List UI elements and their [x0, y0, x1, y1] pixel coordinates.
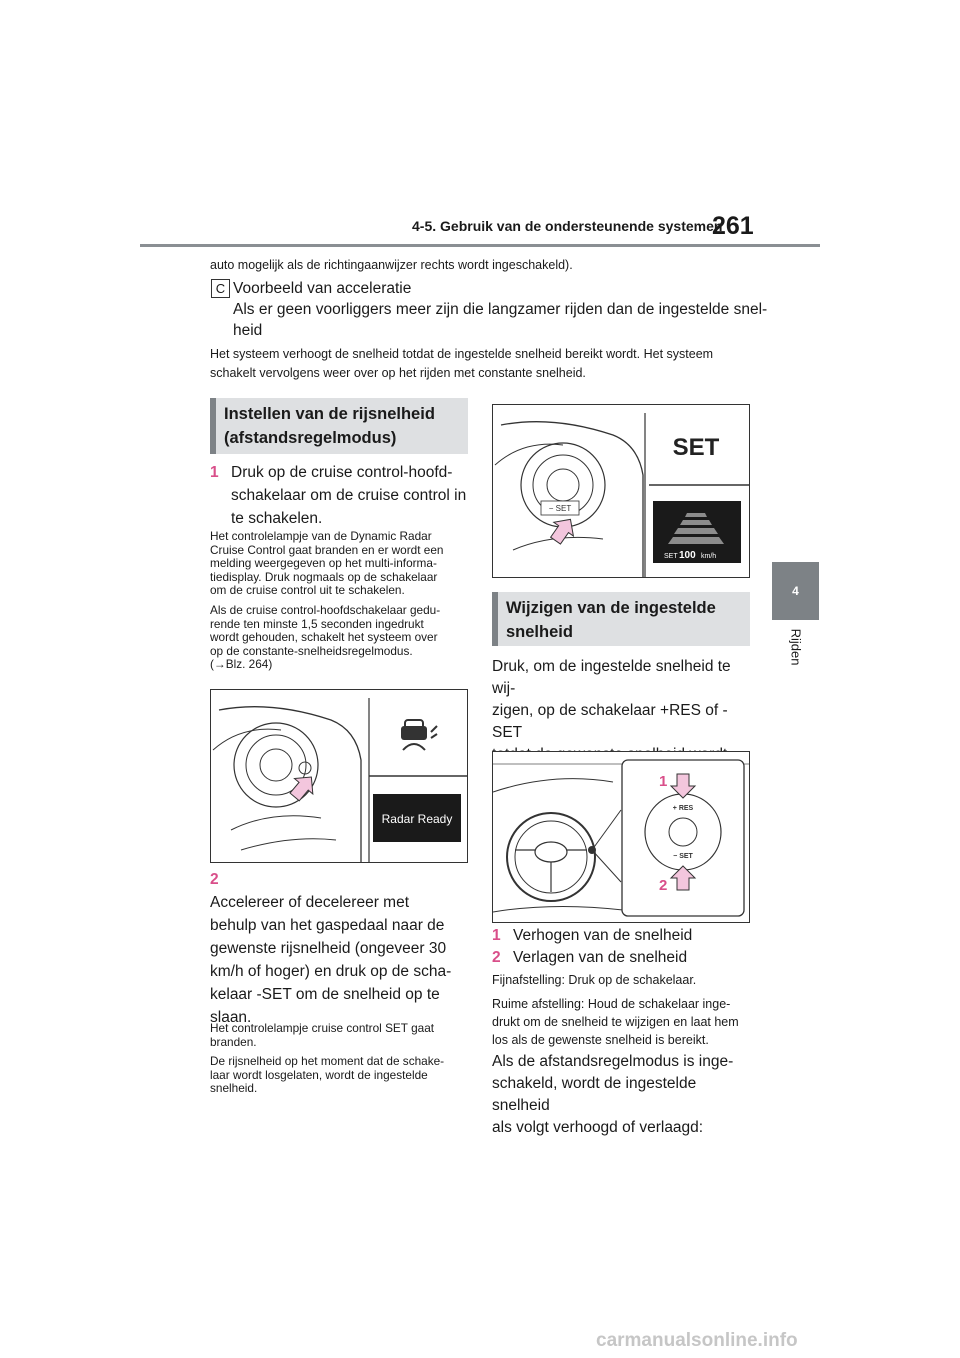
note-line: Het controlelampje cruise control SET gaat — [210, 1021, 435, 1035]
section-heading-set-speed — [210, 398, 468, 454]
note-line: Als de cruise control-hoofdschakelaar gedu- — [210, 603, 441, 617]
note-speed-release — [210, 1055, 472, 1096]
example-text-line: heid — [233, 322, 263, 339]
step-line: Druk op de cruise control-hoofd- — [231, 464, 453, 481]
legend-item — [492, 947, 754, 969]
heading-line: (afstandsregelmodus) — [224, 429, 397, 447]
note-fine: Fijnafstelling: Druk op de schakelaar. — [492, 973, 697, 987]
note-line: Ruime afstelling: Houd de schakelaar inge- — [492, 997, 731, 1011]
figure-radar-ready — [210, 689, 468, 863]
legend-number: 2 — [492, 949, 501, 966]
chapter-tab: 4 — [772, 562, 819, 620]
header-divider — [140, 244, 820, 247]
step-2 — [210, 868, 472, 1029]
heading-line: Wijzigen van de ingestelde — [506, 599, 716, 617]
speed-prefix: SET — [664, 553, 678, 560]
legend-number: 1 — [492, 927, 501, 944]
note-line: wordt gehouden, schakelt het systeem over — [210, 630, 438, 644]
step-line: gewenste rijsnelheid (ongeveer 30 — [210, 940, 447, 957]
step-line: kelaar -SET om de snelheid op te — [210, 986, 440, 1003]
set-label: − SET — [673, 853, 693, 860]
step-line: km/h of hoger) en druk op de scha- — [210, 963, 452, 980]
radar-ready-display: Radar Ready — [381, 812, 453, 826]
note-line: tiedisplay. Druk nogmaals op de schakelaar — [210, 569, 438, 584]
body-line: Druk, om de ingestelde snelheid te wij- — [492, 658, 731, 697]
note-line: Cruise Control gaat branden en er wordt een — [210, 542, 444, 557]
body-line: Als de afstandsregelmodus is inge- — [492, 1053, 734, 1070]
step-line: schakelaar om de cruise control in — [231, 487, 467, 504]
step-number: 1 — [210, 464, 219, 481]
intro-note-line: Het systeem verhoogt de snelheid totdat de ingestelde snelheid bereikt wordt. Het systeem — [210, 347, 714, 361]
callout-1: 1 — [659, 773, 668, 790]
note-line: branden. — [210, 1034, 257, 1049]
res-label: + RES — [672, 805, 694, 812]
step-1 — [210, 461, 470, 530]
closing-text — [492, 1051, 754, 1139]
figure-res-set-switch — [492, 751, 750, 923]
figure-set-speed — [492, 404, 750, 578]
step-line: Accelereer of decelereer met — [210, 894, 410, 911]
step-line: te schakelen. — [231, 510, 323, 527]
note-line: Het controlelampje van de Dynamic Radar — [210, 529, 432, 543]
note-line: op de constante-snelheidsregelmodus. — [210, 643, 413, 658]
chapter-label-text: Rijden — [788, 628, 803, 666]
step-line: slaan. — [210, 1009, 252, 1026]
step-number: 2 — [210, 871, 219, 888]
body-line: schakeld, wordt de ingestelde snelheid — [492, 1075, 697, 1114]
example-title: Voorbeeld van acceleratie — [233, 280, 412, 297]
heading-line: snelheid — [506, 623, 573, 641]
note-hold — [210, 604, 472, 672]
note-line: De rijsnelheid op het moment dat de schake- — [210, 1054, 445, 1068]
set-indicator-text: SET — [672, 434, 720, 461]
example-text-line: Als er geen voorliggers meer zijn die langzamer rijden dan de ingestelde snel- — [233, 301, 768, 318]
chapter-label — [772, 622, 819, 672]
note-line: snelheid. — [210, 1081, 258, 1095]
note-indicator — [210, 530, 472, 598]
section-heading-change-speed — [492, 592, 750, 646]
heading-line: Instellen van de rijsnelheid — [224, 405, 435, 423]
step-line: behulp van het gaspedaal naar de — [210, 917, 445, 934]
note-line: melding weergegeven op het multi-informa- — [210, 556, 437, 570]
body-line: zigen, op de schakelaar +RES of -SET — [492, 702, 728, 741]
note-line: laar wordt losgelaten, wordt de ingestelde — [210, 1067, 428, 1082]
body-line: als volgt verhoogd of verlaagd: — [492, 1119, 704, 1136]
section-title: 4-5. Gebruik van de ondersteunende systemen — [412, 218, 723, 234]
legend-item — [492, 925, 754, 947]
page-number: 261 — [712, 212, 754, 240]
note-line: los als de gewenste snelheid is bereikt. — [492, 1033, 709, 1047]
watermark: carmanualsonline.info — [596, 1330, 798, 1351]
note-line: drukt om de snelheid te wijzigen en laat hem — [492, 1015, 739, 1029]
legend-list — [492, 925, 754, 969]
intro-note-line: schakelt vervolgens weer over op het rijden met constante snelheid. — [210, 366, 586, 380]
note-line: om de cruise control uit te schakelen. — [210, 583, 405, 597]
legend-text: Verhogen van de snelheid — [513, 927, 693, 944]
section-badge: C — [211, 279, 230, 298]
set-button-label: − SET — [548, 504, 572, 513]
intro-continuation: auto mogelijk als de richtingaanwijzer rechts wordt ingeschakeld). — [210, 258, 573, 272]
note-set-lamp — [210, 1022, 472, 1049]
callout-2: 2 — [659, 877, 668, 894]
note-coarse — [492, 995, 754, 1049]
speed-unit: km/h — [701, 553, 717, 560]
speed-value: 100 — [679, 550, 696, 561]
note-line: rende ten minste 1,5 seconden ingedrukt — [210, 616, 424, 631]
legend-text: Verlagen van de snelheid — [513, 949, 688, 966]
note-line: (→Blz. 264) — [210, 657, 273, 671]
